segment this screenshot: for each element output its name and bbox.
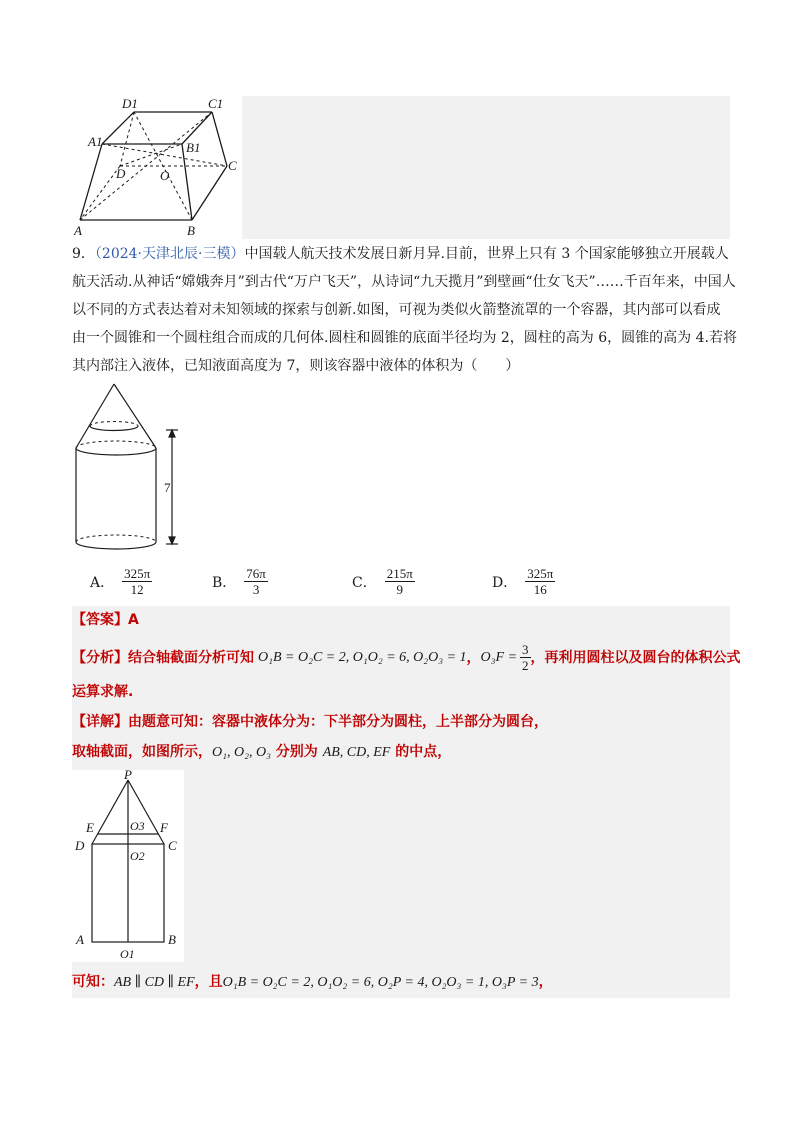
- answer-label: 【答案】: [72, 612, 128, 628]
- problem-line-3: 以不同的方式表达着对未知领域的探索与创新.如图，可视为类似火箭整流罩的一个容器，其内部可以看成: [72, 302, 721, 318]
- analysis-formula: O₁B = O₂C = 2, O₁O₂ = 6, O₂O₃ = 1: [258, 649, 467, 665]
- conclusion-math2: O₁B = O₂C = 2, O₁O₂ = 6, O₂P = 4, O₂O₃ = 1, O₃P = 3: [222, 975, 539, 990]
- detail-line-2: [72, 738, 451, 767]
- detail-line-1: [72, 708, 548, 736]
- detail-line2-math1: O₁, O₂, O₃: [212, 745, 271, 760]
- problem-source[interactable]: （2024·天津北辰·三模）: [94, 246, 245, 262]
- problem-line-5: 其内部注入液体，已知液面高度为 7，则该容器中液体的体积为（ ）: [72, 358, 520, 374]
- option-c-letter: C．: [352, 574, 377, 591]
- problem-number: 9．: [72, 246, 95, 262]
- detail-line2-mid: 分别为: [270, 744, 323, 760]
- solution-block: [72, 606, 741, 998]
- conclusion-mid: ，且: [194, 974, 223, 990]
- option-a-den: 12: [130, 582, 144, 597]
- analysis-frac-num: 3: [522, 642, 529, 657]
- fig2-height-label: 7: [164, 480, 171, 495]
- analysis-prefix: 结合轴截面分析可知: [128, 649, 254, 666]
- conclusion-line: [72, 968, 553, 997]
- conclusion-suffix: ，: [538, 974, 553, 990]
- problem-text: [72, 240, 737, 380]
- option-c-fraction: [385, 566, 415, 597]
- fig1-label-b1: B1: [186, 140, 201, 155]
- fig3-label-o1: O1: [120, 947, 135, 961]
- option-d-fraction: [525, 566, 555, 597]
- option-d[interactable]: [492, 566, 555, 597]
- option-b-fraction: [244, 566, 268, 597]
- fig1-label-c: C: [228, 158, 237, 173]
- fig3-label-e: E: [86, 820, 94, 835]
- fig1-label-o: O: [160, 168, 170, 183]
- detail-label: 【详解】: [72, 714, 128, 730]
- figure3-axial-section: [72, 770, 184, 962]
- problem-line-2: 航天活动.从神话“嫦娥奔月”到古代“万户飞天”，从诗词“九天揽月”到壁画“仕女飞天”……千百年来，中国人: [72, 274, 736, 290]
- option-a-fraction: [122, 566, 152, 597]
- option-a-letter: A．: [90, 574, 115, 591]
- fig3-label-p: P: [124, 770, 132, 782]
- option-d-den: 16: [533, 582, 547, 597]
- problem-line-1: [72, 240, 732, 268]
- analysis-sep: ，: [466, 649, 481, 666]
- detail-line1-text: 由题意可知：容器中液体分为：下半部分为圆柱，上半部分为圆台，: [128, 714, 548, 730]
- option-b-den: 3: [252, 582, 260, 597]
- figure1-box: [72, 96, 730, 239]
- fig3-label-o2: O2: [130, 849, 145, 863]
- fig3-label-b: B: [168, 932, 176, 947]
- analysis-label: 【分析】: [72, 649, 128, 666]
- fig3-label-o3: O3: [130, 819, 145, 833]
- fig1-label-b: B: [187, 223, 195, 238]
- fig1-label-d: D: [116, 166, 126, 181]
- option-b-letter: B．: [212, 574, 237, 591]
- fig1-label-c1: C1: [208, 96, 224, 111]
- answer-value: A: [128, 612, 139, 628]
- fig3-label-a: A: [76, 932, 84, 947]
- analysis-fraction: [520, 642, 531, 673]
- fig3-label-d: D: [75, 838, 85, 853]
- option-a-num: 325π: [124, 566, 151, 581]
- fig3-label-c: C: [168, 838, 177, 853]
- option-b-num: 76π: [246, 566, 266, 581]
- figure1-parallelepiped: [72, 96, 242, 239]
- option-a[interactable]: [90, 566, 152, 597]
- fig1-label-a: A: [74, 223, 82, 238]
- detail-line2-prefix: 取轴截面，如图所示，: [72, 744, 212, 760]
- fig1-label-a1: A1: [88, 134, 103, 149]
- detail-line2-suffix: 的中点，: [390, 744, 452, 760]
- analysis-line-1: [72, 642, 741, 673]
- option-c[interactable]: [352, 566, 415, 597]
- figure2-container: [72, 382, 202, 552]
- option-d-letter: D．: [492, 574, 518, 591]
- option-c-den: 9: [396, 582, 403, 597]
- fig1-label-d1: D1: [122, 96, 138, 111]
- option-c-num: 215π: [386, 566, 413, 581]
- option-d-num: 325π: [527, 566, 554, 581]
- option-b[interactable]: [212, 566, 268, 597]
- analysis-suffix: ，再利用圆柱以及圆台的体积公式: [530, 649, 741, 666]
- conclusion-prefix: 可知：: [72, 974, 114, 990]
- analysis-frac-den: 2: [522, 658, 529, 673]
- problem-line1-rest: 中国载人航天技术发展日新月异.目前，世界上只有 3 个国家能够独立开展载人: [244, 246, 729, 262]
- problem-line-4: 由一个圆锥和一个圆柱组合而成的几何体.圆柱和圆锥的底面半径均为 2，圆柱的高为 6，圆锥的高为 4.若将: [72, 330, 737, 346]
- detail-line2-math2: AB, CD, EF: [322, 745, 391, 760]
- analysis-o3f: O₃F =: [480, 649, 518, 665]
- conclusion-math1: AB ∥ CD ∥ EF: [114, 975, 195, 990]
- analysis-line-2: 运算求解.: [72, 684, 134, 700]
- answer-line: [72, 606, 139, 634]
- fig3-label-f: F: [160, 820, 168, 835]
